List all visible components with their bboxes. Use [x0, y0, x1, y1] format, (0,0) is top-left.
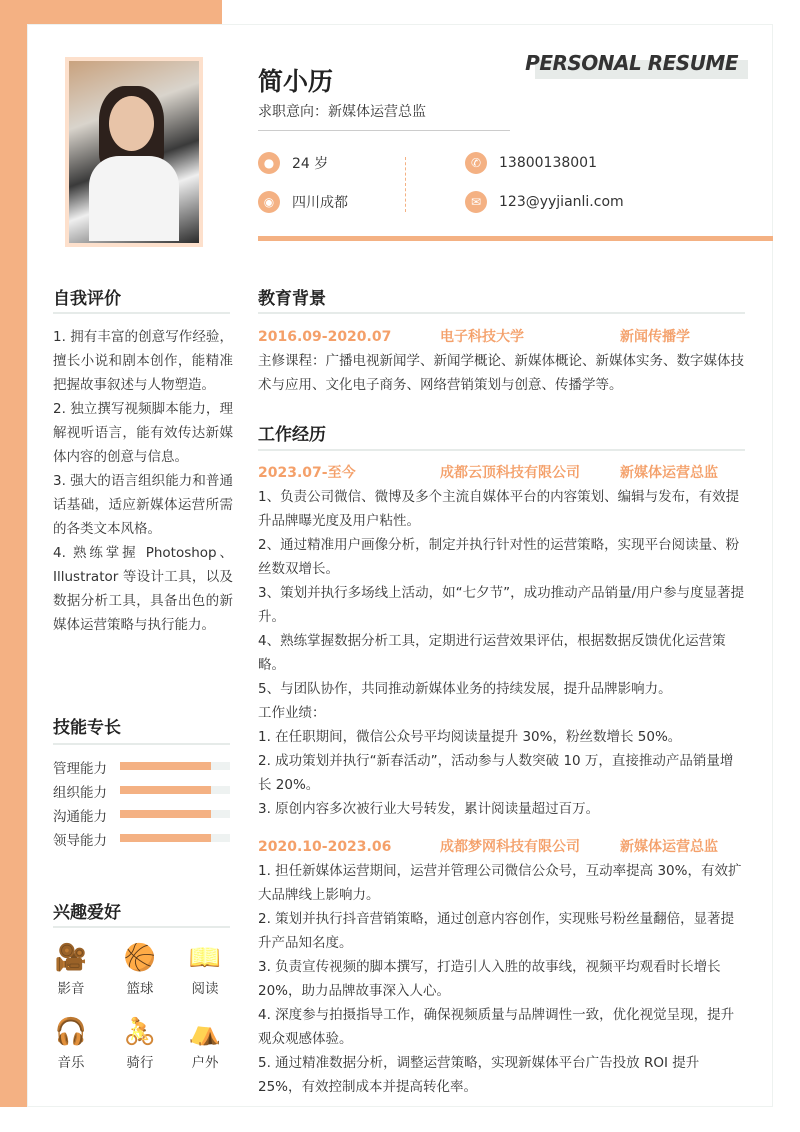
- video-camera-icon: 🎥: [54, 943, 88, 973]
- skill-bar: [120, 810, 230, 818]
- hobby-label: 音乐: [57, 1055, 85, 1071]
- job-line: 4. 深度参与拍摄指导工作，确保视频质量与品牌调性一致，优化视觉呈现，提升观众观感体验。: [258, 1007, 735, 1047]
- skill-item: [53, 829, 107, 849]
- skill-bar-fill: [120, 834, 211, 842]
- job-entry: [258, 461, 746, 821]
- headphones-icon: 🎧: [54, 1017, 88, 1047]
- skill-label: 领导能力: [53, 833, 107, 849]
- job-line: 1、负责公司微信、微博及多个主流自媒体平台的内容策划、编辑与发布，有效提升品牌曝光度及用户粘性。: [258, 489, 740, 529]
- job-line: 工作业绩：: [258, 705, 326, 721]
- hobby-label: 骑行: [126, 1055, 154, 1071]
- hobby-item: [115, 943, 165, 997]
- email-info: [465, 191, 624, 213]
- job-role: 新媒体运营总监: [620, 465, 718, 481]
- badge-text: PERSONAL RESUME: [525, 51, 738, 75]
- skill-bar: [120, 834, 230, 842]
- divider: [53, 743, 230, 745]
- job-line: 3. 负责宣传视频的脚本撰写，打造引人入胜的故事线，视频平均观看时长增长 20%，助力品牌故事深入人心。: [258, 959, 721, 999]
- list-item: 2. 独立撰写视频脚本能力，理解视听语言，能有效传达新媒体内容的创意与信息。: [53, 401, 233, 465]
- skill-item: [53, 757, 107, 777]
- skill-bar: [120, 786, 230, 794]
- list-item: 4. 熟练掌握 Photoshop、Illustrator 等设计工具，以及数据分析工具，具备出色的新媒体运营策略与执行能力。: [53, 545, 233, 633]
- job-line: 1. 在任职期间，微信公众号平均阅读量提升 30%，粉丝数增长 50%。: [258, 729, 682, 745]
- age-info: [258, 152, 328, 174]
- divider: [53, 926, 230, 928]
- hobby-item: [115, 1017, 165, 1071]
- job-entry: [258, 835, 746, 1099]
- job-line: 1. 担任新媒体运营期间，运营并管理公司微信公众号，互动率提高 30%，有效扩大品牌线上影响力。: [258, 863, 742, 903]
- job-line: 3. 原创内容多次被行业大号转发，累计阅读量超过百万。: [258, 801, 600, 817]
- divider: [258, 449, 745, 451]
- divider-dashed: [405, 157, 406, 212]
- email: 123@yyjianli.com: [499, 194, 624, 210]
- self-eval-list: [53, 325, 233, 637]
- location: 四川成都: [292, 195, 348, 211]
- location-pin-icon: ◉: [258, 191, 280, 213]
- book-icon: 📖: [188, 943, 222, 973]
- hobby-item: [180, 943, 230, 997]
- section-title-skills: 技能专长: [53, 718, 121, 738]
- accent-bar: [258, 236, 773, 241]
- list-item: 3. 强大的语言组织能力和普通话基础，适应新媒体运营所需的各类文本风格。: [53, 473, 233, 537]
- job-line: 2. 成功策划并执行“新春活动”，活动参与人数突破 10 万，直接推动产品销量增长 20%。: [258, 753, 734, 793]
- job-line: 5. 通过精准数据分析，调整运营策略，实现新媒体平台广告投放 ROI 提升 25%，有效控制成本并提高转化率。: [258, 1055, 700, 1095]
- job-date: 2023.07-至今: [258, 465, 356, 481]
- edu-school: 电子科技大学: [440, 329, 524, 345]
- resume-badge: [525, 51, 748, 79]
- section-title-hobbies: 兴趣爱好: [53, 903, 121, 923]
- phone-info: [465, 152, 597, 174]
- skill-item: [53, 805, 107, 825]
- job-line: 2、通过精准用户画像分析，制定并执行针对性的运营策略，实现平台阅读量、粉丝数双增长。: [258, 537, 740, 577]
- work-list: [258, 461, 746, 1099]
- divider: [258, 312, 745, 314]
- phone-icon: ✆: [465, 152, 487, 174]
- skill-bar: [120, 762, 230, 770]
- phone: 13800138001: [499, 155, 597, 171]
- job-line: 3、策划并执行多场线上活动，如“七夕节”，成功推动产品销量/用户参与度显著提升。: [258, 585, 745, 625]
- mail-icon: ✉: [465, 191, 487, 213]
- name: 简小历: [258, 67, 334, 96]
- skill-item: [53, 781, 107, 801]
- job-intent: 求职意向：新媒体运营总监: [258, 104, 426, 120]
- divider: [53, 312, 230, 314]
- profile-photo: [65, 57, 203, 247]
- job-role: 新媒体运营总监: [620, 839, 718, 855]
- divider: [258, 130, 510, 131]
- cycling-icon: 🚴: [123, 1017, 157, 1047]
- tent-icon: ⛺: [188, 1017, 222, 1047]
- hobby-item: [180, 1017, 230, 1071]
- job-company: 成都云顶科技有限公司: [440, 465, 580, 481]
- hobby-label: 影音: [57, 981, 85, 997]
- skill-label: 管理能力: [53, 761, 107, 777]
- job-line: 2. 策划并执行抖音营销策略，通过创意内容创作，实现账号粉丝量翻倍，显著提升产品知名度。: [258, 911, 735, 951]
- skill-label: 组织能力: [53, 785, 107, 801]
- edu-date: 2016.09-2020.07: [258, 329, 392, 345]
- list-item: 1. 拥有丰富的创意写作经验，擅长小说和剧本创作，能精准把握故事叙述与人物塑造。: [53, 329, 233, 393]
- skill-label: 沟通能力: [53, 809, 107, 825]
- skill-bar-fill: [120, 810, 211, 818]
- education-entry: [258, 325, 746, 397]
- hobby-label: 阅读: [191, 981, 219, 997]
- edu-major: 新闻传播学: [620, 329, 690, 345]
- hobby-label: 篮球: [126, 981, 154, 997]
- decor-left: [0, 0, 27, 1107]
- job-line: 4、熟练掌握数据分析工具，定期进行运营效果评估，根据数据反馈优化运营策略。: [258, 633, 726, 673]
- basketball-icon: 🏀: [123, 943, 157, 973]
- skill-bar-fill: [120, 786, 211, 794]
- section-title-education: 教育背景: [258, 289, 326, 309]
- age: 24 岁: [292, 156, 329, 172]
- job-date: 2020.10-2023.06: [258, 839, 392, 855]
- skill-bar-fill: [120, 762, 211, 770]
- edu-desc: 主修课程：广播电视新闻学、新闻学概论、新媒体概论、新媒体实务、数字媒体技术与应用、文化电子商务、网络营销策划与创意、传播学等。: [258, 353, 744, 393]
- location-info: [258, 191, 348, 213]
- section-title-self-eval: 自我评价: [53, 289, 121, 309]
- decor-top: [0, 0, 222, 26]
- hobby-item: [46, 943, 96, 997]
- job-line: 5、与团队协作，共同推动新媒体业务的持续发展，提升品牌影响力。: [258, 681, 672, 697]
- hobby-item: [46, 1017, 96, 1071]
- section-title-work: 工作经历: [258, 425, 326, 445]
- job-company: 成都梦网科技有限公司: [440, 839, 580, 855]
- user-icon: ●: [258, 152, 280, 174]
- hobby-label: 户外: [191, 1055, 219, 1071]
